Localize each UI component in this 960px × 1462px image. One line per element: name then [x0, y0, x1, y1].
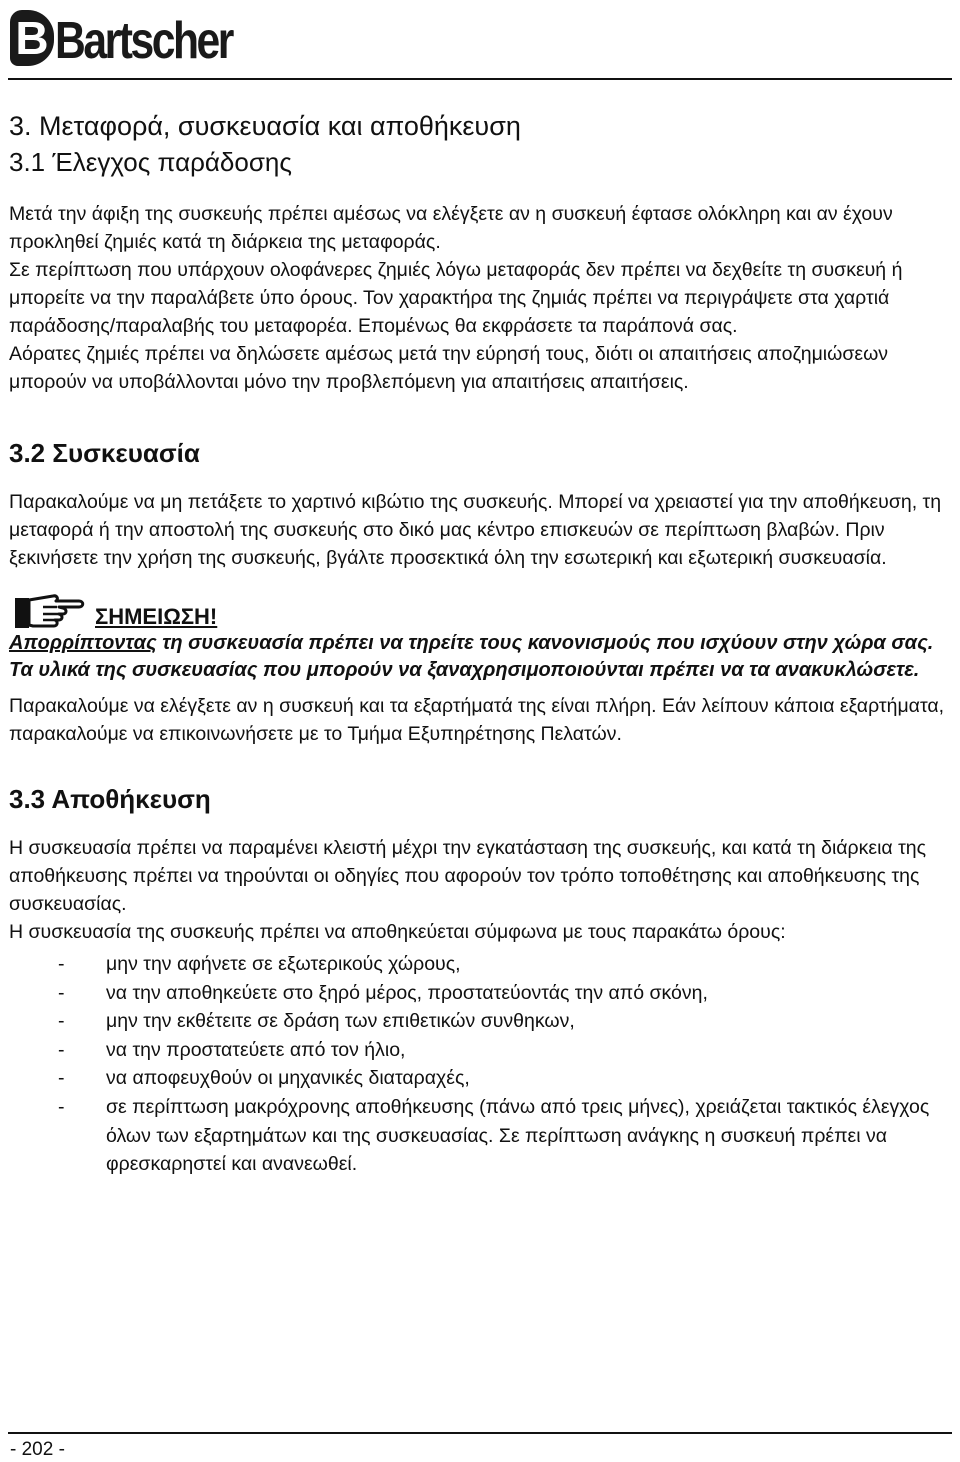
- note-text-lead: Απορρίπτοντας: [9, 632, 157, 654]
- list-item-text: να αποφευχθούν οι μηχανικές διαταραχές,: [106, 1067, 470, 1090]
- list-item: [9, 1093, 954, 1179]
- note-header: [9, 588, 954, 630]
- paragraph-storage: Η συσκευασία πρέπει να παραμένει κλειστή μέχρι την εγκατάσταση της συσκευής, και κατά τη διάρκεια της αποθήκευσης πρέπει να τηρούνται οι οδηγίες που αφορούν τον τρόπο τοποθέτησης και αποθήκευσης της συσκευασίας.: [9, 837, 927, 915]
- list-item-text: σε περίπτωση μακρόχρονης αποθήκευσης (πάνω από τρεις μήνες), χρειάζεται τακτικός έλεγχος όλων των εξαρτημάτων και της συσκευασίας. Σε περίπτωση ανάγκης η συσκευή πρέπει να φρεσκαρηστεί και ανανεωθεί.: [106, 1095, 930, 1176]
- section-title: 3. Μεταφορά, συσκευασία και αποθήκευση: [9, 111, 521, 141]
- list-item-text: να την αποθηκεύετε στο ξηρό μέρος, προστατεύοντάς την από σκόνη,: [106, 981, 708, 1004]
- header-divider: [8, 78, 952, 80]
- list-item-text: μην την αφήνετε σε εξωτερικούς χώρους,: [106, 953, 461, 975]
- list-bullet: -: [58, 1067, 65, 1090]
- list-bullet: -: [58, 1095, 65, 1118]
- subsection-title-delivery: 3.1 Έλεγχος παράδοσης: [9, 147, 292, 177]
- list-item: [9, 1064, 954, 1093]
- list-bullet: -: [58, 953, 65, 975]
- storage-conditions-list: [9, 950, 954, 1179]
- list-item-text: μην την εκθέτειτε σε δράση των επιθετικών συνθηκων,: [106, 1010, 575, 1033]
- footer-divider: [8, 1432, 952, 1434]
- page-number: - 202 -: [10, 1439, 65, 1460]
- note-title: ΣΗΜΕΙΩΣΗ!: [95, 604, 218, 629]
- note-text-body: τη συσκευασία πρέπει να τηρείτε τους κανονισμούς που ισχύουν στην χώρα σας. Τα υλικά της συσκευασίας που μπορούν να ξαναχρησιμοποιούνται πρέπει να τα ανακυκλώσετε.: [9, 632, 934, 681]
- subsection-title-storage: 3.3 Αποθήκευση: [9, 784, 211, 814]
- paragraph-packaging: Παρακαλούμε να μη πετάξετε το χαρτινό κιβώτιο της συσκευής. Μπορεί να χρειαστεί για την αποθήκευση, τη μεταφορά ή την αποστολή της συσκευής στο δικό μας κέντρο επισκευών σε περίπτωση βλαβών. Πριν ξεκινήσετε την χρήση της συσκευής, βγάλτε προσεκτικά όλη την εσωτερική και εξωτερική συσκευασία.: [9, 491, 942, 569]
- list-bullet: -: [58, 981, 65, 1004]
- paragraph-delivery-check: Μετά την άφιξη της συσκευής πρέπει αμέσως να ελέγξετε αν η συσκευή έφτασε ολόκληρη και αν έχουν προκληθεί ζημιές κατά τη διάρκεια της μεταφοράς.: [9, 203, 893, 253]
- subsection-title-packaging: 3.2 Συσκευασία: [9, 438, 200, 468]
- paragraph-completeness: Παρακαλούμε να ελέγξετε αν η συσκευή και τα εξαρτήματά της είναι πλήρη. Εάν λείπουν κάποια εξαρτήματα, παρακαλούμε να επικοινωνήσετε με το Τμήμα Εξυπηρέτησης Πελατών.: [9, 695, 945, 745]
- list-bullet: -: [58, 1038, 65, 1061]
- list-item: [9, 1007, 954, 1036]
- paragraph-storage-conditions-intro: Η συσκευασία της συσκευής πρέπει να αποθηκεύεται σύμφωνα με τους παρακάτω όρους:: [9, 921, 786, 943]
- list-item: [9, 979, 954, 1008]
- paragraph-hidden-damage: Αόρατες ζημιές πρέπει να δηλώσετε αμέσως μετά την εύρησή τους, διότι οι απαιτήσεις αποζημιώσεων μπορούν να υποβάλλονται μόνο την προβλεπόμενη για απαιτήσεις απαιτήσεις.: [9, 343, 889, 393]
- page-content: [9, 108, 954, 1179]
- list-item-text: να την προστατεύετε από τον ήλιο,: [106, 1038, 406, 1061]
- pointing-hand-icon: [13, 592, 87, 630]
- brand-logo: [10, 2, 271, 70]
- note-text: [9, 630, 954, 684]
- brand-logo-mark: B: [10, 10, 54, 66]
- list-bullet: -: [58, 1010, 65, 1033]
- brand-logo-text: Bartscher: [55, 11, 232, 70]
- list-item: [9, 950, 954, 979]
- list-item: [9, 1036, 954, 1065]
- paragraph-visible-damage: Σε περίπτωση που υπάρχουν ολοφάνερες ζημιές λόγω μεταφοράς δεν πρέπει να δεχθείτε τη συσκευή ή μπορείτε να την παραλάβετε ύπο όρους. Τον χαρακτήρα της ζημιάς πρέπει να περιγράψετε στα χαρτιά παράδοσης/παραλαβής του μεταφορέα. Επομένως θα εκφράσετε τα παράπονά σας.: [9, 259, 903, 337]
